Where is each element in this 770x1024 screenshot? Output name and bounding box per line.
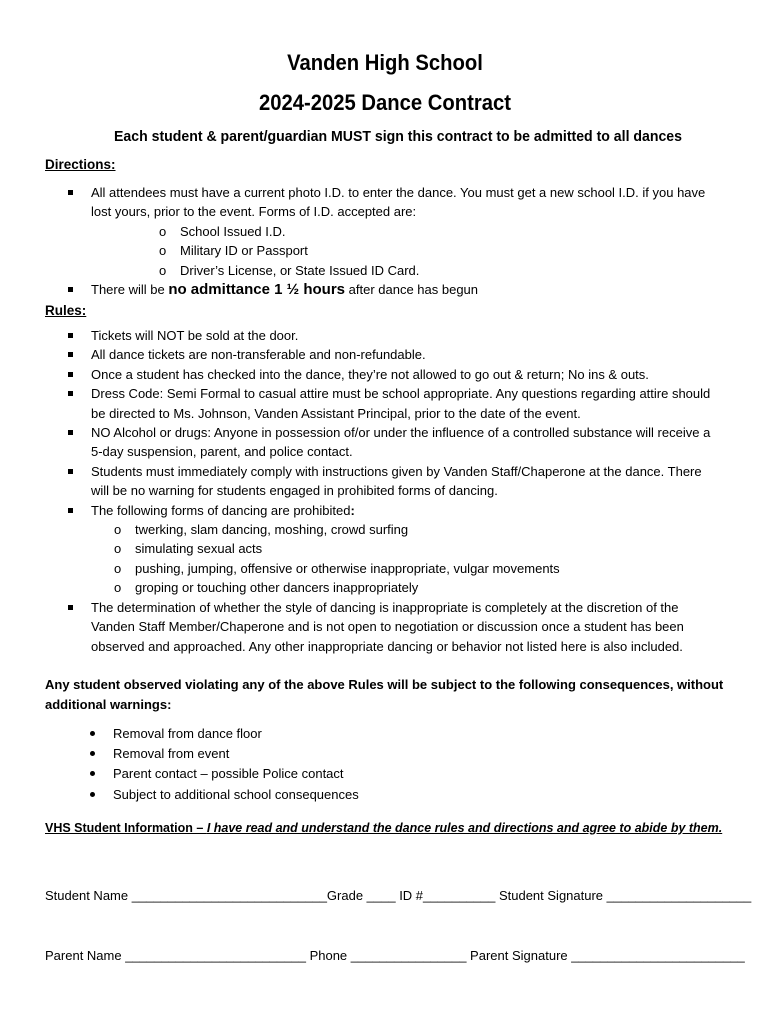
list-item: Parent contact – possible Police contact [88,764,359,784]
consequences-list [88,724,359,805]
list-item: o Military ID or Passport [159,241,721,260]
prohibited-colon: : [350,502,355,518]
admittance-post: after dance has begun [345,282,479,298]
list-item [66,501,721,598]
list-item: Removal from event [88,744,359,764]
student-info-heading [45,821,722,835]
contract-title: 2024-2025 Dance Contract [258,90,511,115]
list-item: o pushing, jumping, offensive or otherwise inappropriate, vulgar movements [114,559,721,578]
admittance-bold: no admittance 1 ½ hours [168,281,346,299]
student-info-label: VHS Student Information – [45,821,207,835]
list-item: Once a student has checked into the dance, they’re not allowed to go out & return; No ins & outs. [66,365,721,384]
list-item: Removal from dance floor [88,724,359,744]
list-item [66,280,721,299]
list-item: Subject to additional school consequences [88,785,359,805]
list-item: o School Issued I.D. [159,222,721,241]
list-item: All dance tickets are non-transferable and non-refundable. [66,345,721,364]
student-signature-line: Student Name ___________________________Grade ____ ID #__________ Student Signature ____________________ [45,888,752,903]
list-item: Students must immediately comply with instructions given by Vanden Staff/Chaperone at the dance. There will be no warning for students engaged in prohibited forms of dancing. [66,462,721,501]
list-item: o twerking, slam dancing, moshing, crowd surfing [114,520,721,539]
school-title: Vanden High School [287,50,483,75]
consequences-intro: Any student observed violating any of the above Rules will be subject to the following consequences, without additional warnings: [45,677,724,712]
directions-list [66,183,721,299]
list-item: o groping or touching other dancers inappropriately [114,578,721,597]
directions-heading: Directions: [45,157,116,172]
rules-heading: Rules: [45,303,87,318]
id-forms-list [159,222,721,280]
list-item: NO Alcohol or drugs: Anyone in possession of/or under the influence of a controlled substance will receive a 5-day suspension, parent, and police contact. [66,423,721,462]
list-item: Dress Code: Semi Formal to casual attire must be school appropriate. Any questions regarding attire should be directed to Ms. Johnson, Vanden Assistant Principal, prior to the date of the event. [66,384,721,423]
list-item: o simulating sexual acts [114,539,721,558]
admittance-pre: There will be [91,282,169,298]
list-item: The determination of whether the style of dancing is inappropriate is completely at the discretion of the Vanden Staff Member/Chaperone and is not open to negotiation or discussion once a student has been observed and approached. Any other inappropriate dancing or behavior not listed here is also included. [66,598,721,656]
prohibited-intro: The following forms of dancing are prohibited [91,502,351,518]
id-requirement-text: All attendees must have a current photo I.D. to enter the dance. You must get a new school I.D. if you have lost yours, prior to the event. Forms of I.D. accepted are: [91,185,706,220]
list-item: Tickets will NOT be sold at the door. [66,326,721,345]
list-item: o Driver’s License, or State Issued ID Card. [159,261,721,280]
list-item [66,183,721,280]
contract-subtitle: Each student & parent/guardian MUST sign this contract to be admitted to all dances [114,128,682,145]
rules-list [66,326,721,656]
agreement-statement: I have read and understand the dance rules and directions and agree to abide by them. [206,821,723,835]
parent-signature-line: Parent Name _________________________ Phone ________________ Parent Signature ________________________ [45,948,745,963]
prohibited-list [114,520,721,598]
